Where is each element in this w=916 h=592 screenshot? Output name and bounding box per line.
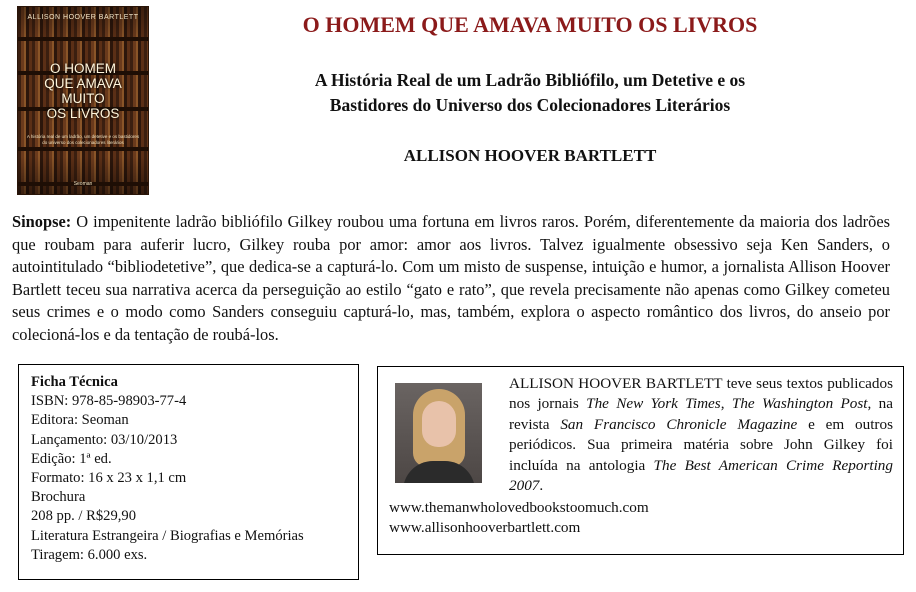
ficha-row: 208 pp. / R$29,90 — [31, 508, 136, 525]
book-cover — [17, 6, 149, 195]
ficha-row: Literatura Estrangeira / Biografias e Memórias — [31, 527, 304, 544]
book-subtitle — [240, 68, 820, 118]
website-link[interactable]: www.themanwholovedbookstoomuch.com — [389, 499, 649, 516]
ficha-row: ISBN: 978-85-98903-77-4 — [31, 393, 187, 410]
ficha-row: Tiragem: 6.000 exs. — [31, 546, 148, 563]
publisher-logo: Seoman — [73, 181, 93, 187]
author-photo — [395, 383, 482, 483]
ficha-row: Formato: 16 x 23 x 1,1 cm — [31, 470, 187, 487]
book-author: ALLISON HOOVER BARTLETT — [403, 146, 657, 165]
synopsis-label: Sinopse — [12, 212, 66, 231]
book-title: O HOMEM QUE AMAVA MUITO OS LIVROS — [302, 12, 758, 37]
website-link[interactable]: www.allisonhooverbartlett.com — [389, 519, 581, 537]
synopsis-text: O impenitente ladrão bibliófilo Gilkey roubou uma fortuna em livros raros. Porém, diferentemente da maioria dos ladrões que roubam para auferir lucro, Gilkey rouba por amor: amor aos livros. Talvez igualmente obsessivo seja Ken Sanders, o autointitulado “bibliodetetive”, que dedica-se a capturá-lo. Com um misto de suspense, intuição e humor, a jornalista Allison Hoover Bartlett teceu sua narrativa acerca da perseguição ao estilo “gato e rato”, que revela precisamente não apenas como Gilkey cometeu seus crimes e o modo como Sanders conseguiu capturá-lo, mas, também, explora o aspecto romântico dos livros, do anseio por colecioná-los e da tentação de roubá-los. — [12, 212, 890, 344]
ficha-row: Editora: Seoman — [31, 412, 129, 429]
synopsis: Sinopse: O impenitente ladrão bibliófilo Gilkey roubou uma fortuna em livros raros. Porém, diferentemente da maioria dos ladrões que roubam para auferir lucro, Gilkey rouba por amor: amor aos livros. Talvez igualmente obsessivo seja Ken Sanders, o autointitulado “bibliodetetive”, que dedica-se a capturá-lo. Com um misto de suspense, intuição e humor, a jornalista Allison Hoover Bartlett teceu sua narrativa acerca da perseguição ao estilo “gato e rato”, que revela precisamente não apenas como Gilkey cometeu seus crimes e o modo como Sanders conseguiu capturá-lo, mas, também, explora o aspecto romântico dos livros, do anseio por colecioná-los e da tentação de roubá-los. — [12, 212, 890, 344]
author-bio-text: ALLISON HOOVER BARTLETT teve seus textos publicados nos jornais The New York Times, The Washington Post, na revista San Francisco Chronicle Magazine e em outros periódicos. Sua primeira matéria sobre John Gilkey foi incluída na antologia The Best American Crime Reporting 2007. — [509, 375, 894, 495]
subtitle-line: A História Real de um Ladrão Bibliófilo, um Detetive e os — [314, 70, 746, 90]
ficha-heading: Ficha Técnica — [31, 374, 118, 390]
ficha-row: Edição: 1ª ed. — [31, 450, 112, 467]
author-bio-box — [377, 366, 904, 555]
author-links — [389, 498, 649, 539]
ficha-tecnica-box — [18, 364, 359, 580]
ficha-row: Brochura — [31, 489, 86, 506]
cover-subtitle: A história real de um ladrão, um detetive e os bastidores do universo dos colecionadores literários — [26, 134, 140, 145]
subtitle-line: Bastidores do Universo dos Colecionadores Literários — [329, 95, 731, 115]
cover-author: ALLISON HOOVER BARTLETT — [27, 14, 139, 21]
ficha-row: Lançamento: 03/10/2013 — [31, 431, 178, 448]
cover-title: O HOMEM QUE AMAVA MUITO OS LIVROS — [44, 61, 122, 121]
